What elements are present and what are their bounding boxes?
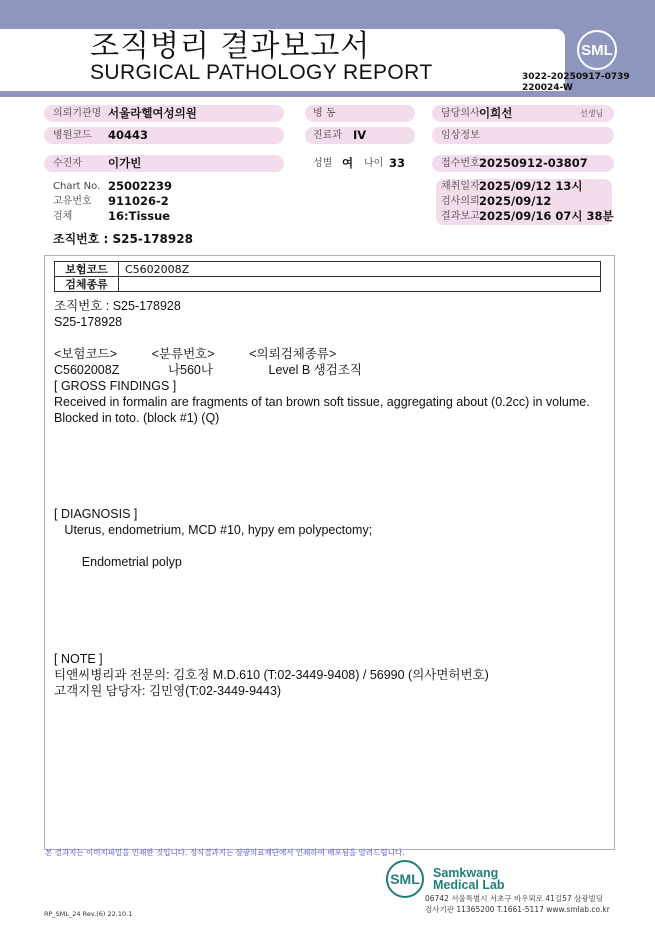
ward-label: 병 동 xyxy=(313,108,336,119)
table-row xyxy=(55,262,601,277)
note-line-1: 티앤씨병리과 전문의: 김호정 M.D.610 (T:02-3449-9408) / 56990 (의사면허번호) xyxy=(54,668,489,682)
age-label: 나이 xyxy=(364,158,384,169)
brand-line-2: Medical Lab xyxy=(433,878,505,892)
request-label: 검사의뢰 xyxy=(441,196,480,207)
doctor-suffix: 선생님 xyxy=(580,109,604,118)
doctor-value: 이희선 xyxy=(479,106,513,120)
patient-info-panel xyxy=(0,97,655,252)
dept-value: IV xyxy=(353,128,367,142)
report-id-line-2: 220024-W xyxy=(522,83,573,93)
code-table xyxy=(54,261,601,292)
specimen-type-label: 검체종류 xyxy=(55,277,119,292)
sex-value: 여 xyxy=(342,156,354,170)
sex-label: 성별 xyxy=(313,158,333,169)
dept-label: 진료과 xyxy=(313,130,342,141)
institution-value: 서울라헬여성의원 xyxy=(108,106,197,120)
receipt-value: 20250912-03807 xyxy=(479,156,588,170)
footer-contact: 검사기관 11365200 T.1661-5117 www.smlab.co.kr xyxy=(425,905,610,914)
gross-findings-title: [ GROSS FINDINGS ] xyxy=(54,379,177,393)
codes-values: C5602008Z 나560나 Level B 생검조직 xyxy=(54,363,362,377)
unique-value: 911026-2 xyxy=(108,194,169,208)
footer-address: 06742 서울특별시 서초구 바우뫼로 41길57 삼광빌딩 xyxy=(425,894,604,903)
report-title-korean: 조직병리 결과보고서 xyxy=(90,29,371,64)
specimen-value: 16:Tissue xyxy=(108,209,171,223)
hospital-code-value: 40443 xyxy=(108,128,149,142)
footer-brand xyxy=(433,867,505,891)
brand-line-1: Samkwang xyxy=(433,866,499,880)
specimen-label: 검체 xyxy=(53,211,73,222)
unique-label: 고유번호 xyxy=(53,196,92,207)
collect-label: 채취일자 xyxy=(441,181,480,192)
collect-value: 2025/09/12 13시 xyxy=(479,179,583,193)
codes-header: <보험코드> <분류번호> <의뢰검체종류> xyxy=(54,347,337,361)
gross-findings-text: Received in formalin are fragments of tan brown soft tissue, aggregating about (0.2cc) in volume. Blocked in toto. (block #1) (Q) xyxy=(54,395,590,425)
clinical-label: 임상정보 xyxy=(441,130,480,141)
request-value: 2025/09/12 xyxy=(479,194,552,208)
table-row xyxy=(55,277,601,292)
disclaimer: 본 결과지는 이미지파일을 인쇄한 것입니다. 정식결과지는 삼광의료재단에서 인쇄하여 배포됨을 알려드립니다. xyxy=(45,848,405,857)
form-code: RP_SML_24 Rev.(6) 22.10.1 xyxy=(44,910,133,918)
sml-footer-logo-icon: SML xyxy=(386,860,424,898)
doctor-label: 담당의사 xyxy=(441,108,480,119)
institution-label: 의뢰기관명 xyxy=(53,108,102,119)
report-label: 결과보고 xyxy=(441,211,480,222)
chart-value: 25002239 xyxy=(108,179,173,193)
patient-value: 이가빈 xyxy=(108,156,142,170)
hospital-code-label: 병원코드 xyxy=(53,130,92,141)
age-value: 33 xyxy=(389,156,406,170)
report-content-box xyxy=(44,255,615,850)
receipt-label: 접수번호 xyxy=(441,158,480,169)
chart-label: Chart No. xyxy=(53,181,101,192)
tissue-number: 조직번호 : S25-178928 xyxy=(53,232,193,246)
report-id-line-1: 3022-20250917-0739 xyxy=(522,72,630,82)
specimen-type-value xyxy=(119,277,601,292)
insurance-code-value: C5602008Z xyxy=(119,262,601,277)
insurance-code-label: 보험코드 xyxy=(55,262,119,277)
sml-logo-icon: SML xyxy=(577,30,617,70)
diagnosis-line-2: Endometrial polyp xyxy=(54,555,182,569)
report-title-english: SURGICAL PATHOLOGY REPORT xyxy=(90,61,433,84)
diagnosis-title: [ DIAGNOSIS ] xyxy=(54,507,138,521)
body-tissue-id: S25-178928 xyxy=(54,315,123,329)
report-value: 2025/09/16 07시 38분 xyxy=(479,209,614,223)
body-tissue-line: 조직번호 : S25-178928 xyxy=(54,299,181,313)
diagnosis-line-1: Uterus, endometrium, MCD #10, hypy em polypectomy; xyxy=(54,523,373,537)
patient-label: 수진자 xyxy=(53,158,82,169)
note-title: [ NOTE ] xyxy=(54,652,103,666)
note-line-2: 고객지원 담당자: 김민영(T:02-3449-9443) xyxy=(54,684,282,698)
